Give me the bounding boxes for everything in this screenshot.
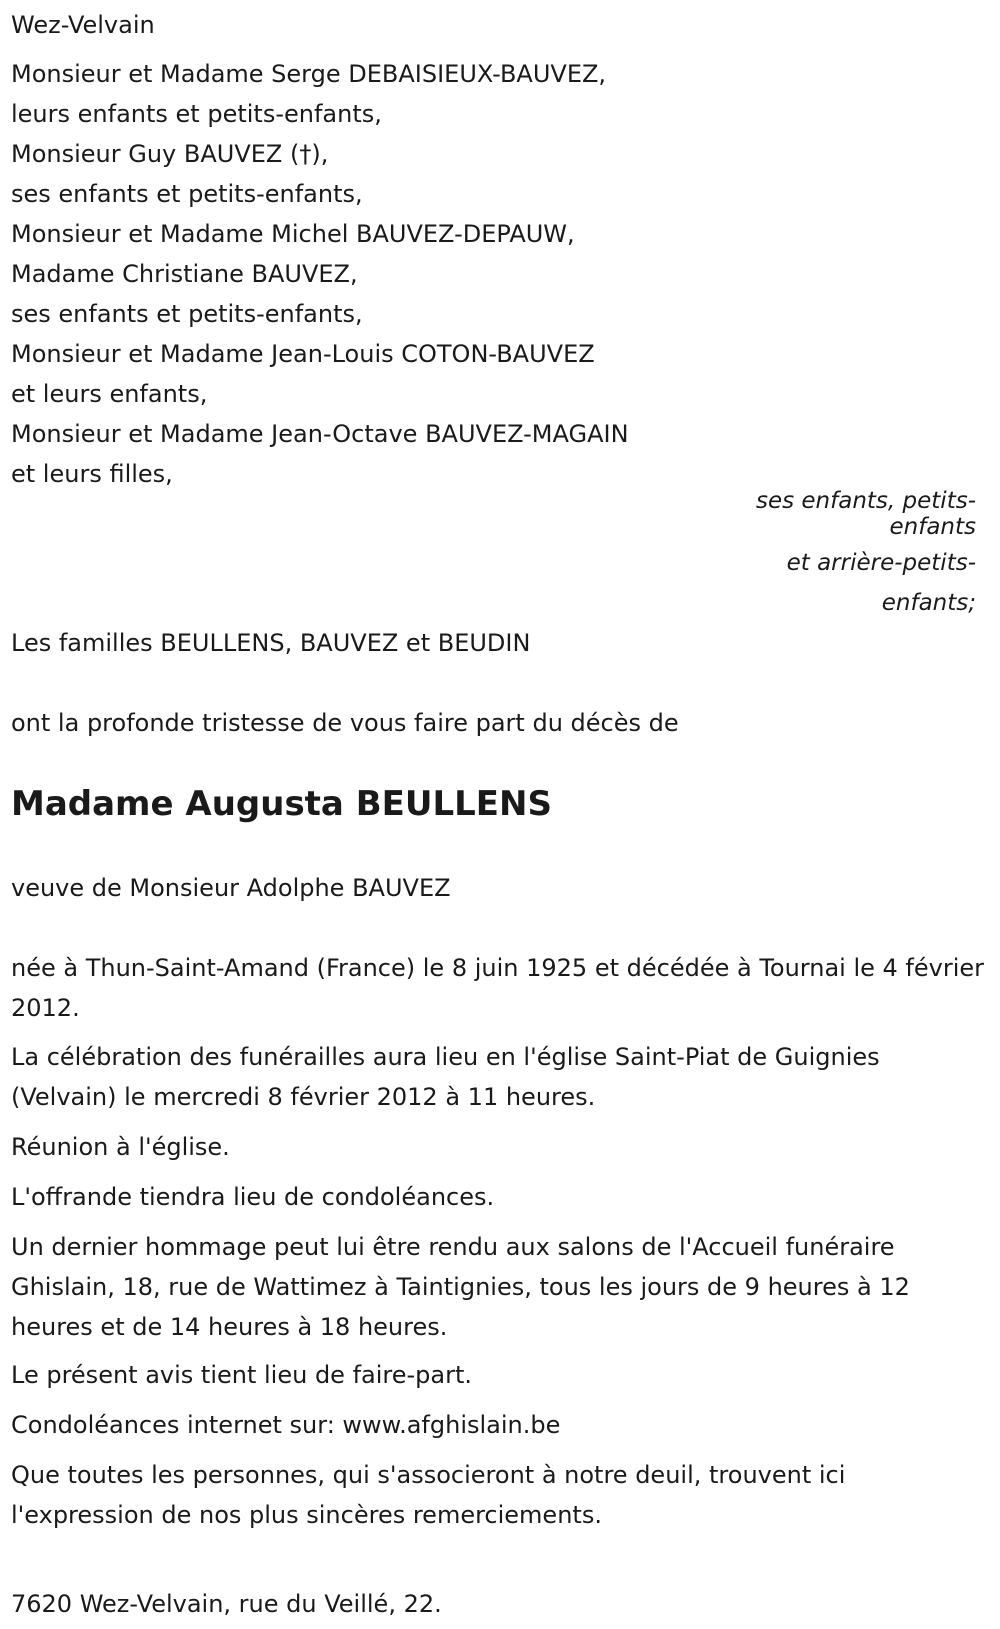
family-member-line: Monsieur et Madame Michel BAUVEZ-DEPAUW, <box>11 220 575 248</box>
descendants-note-line: ses enfants, petits- <box>755 488 976 514</box>
notice-paragraph: Le présent avis tient lieu de faire-part. <box>11 1361 473 1389</box>
tribute-paragraph: Un dernier hommage peut lui être rendu aux salons de l'Accueil funéraire Ghislain, 18, rue de Wattimez à Taintignies, tous les jours de 9 heures à 12 heures et de 14 heures à 18 heures. <box>11 1233 910 1341</box>
celebration-paragraph: La célébration des funérailles aura lieu en l'église Saint-Piat de Guignies (Velvain) le mercredi 8 février 2012 à 11 heures. <box>11 1043 880 1111</box>
family-members-list <box>11 54 629 494</box>
family-member-line: leurs enfants et petits-enfants, <box>11 100 382 128</box>
announcement-text: ont la profonde tristesse de vous faire part du décès de <box>11 709 679 737</box>
address-footer: 7620 Wez-Velvain, rue du Veillé, 22. <box>11 1590 442 1618</box>
location-heading: Wez-Velvain <box>11 11 155 39</box>
descendants-note-line: enfants <box>889 514 976 540</box>
descendants-note-line: enfants; <box>881 590 976 616</box>
online-condolences-paragraph: Condoléances internet sur: www.afghislain.be <box>11 1411 561 1439</box>
family-member-line: Madame Christiane BAUVEZ, <box>11 260 358 288</box>
families-line: Les familles BEULLENS, BAUVEZ et BEUDIN <box>11 629 531 657</box>
family-member-line: Monsieur et Madame Jean-Octave BAUVEZ-MAGAIN <box>11 420 629 448</box>
widow-of-text: veuve de Monsieur Adolphe BAUVEZ <box>11 874 451 902</box>
family-member-line: Monsieur et Madame Jean-Louis COTON-BAUVEZ <box>11 340 595 368</box>
descendants-note-part1 <box>676 481 976 547</box>
descendants-note-part2 <box>676 543 976 623</box>
descendants-note-line: et arrière-petits- <box>786 550 976 576</box>
family-member-line: ses enfants et petits-enfants, <box>11 300 363 328</box>
family-member-line: Monsieur et Madame Serge DEBAISIEUX-BAUVEZ, <box>11 60 607 88</box>
family-member-line: Monsieur Guy BAUVEZ (†), <box>11 140 329 168</box>
family-member-line: et leurs filles, <box>11 460 173 488</box>
offering-paragraph: L'offrande tiendra lieu de condoléances. <box>11 1183 495 1211</box>
thanks-paragraph: Que toutes les personnes, qui s'associeront à notre deuil, trouvent ici l'expression de nos plus sincères remerciements. <box>11 1461 846 1529</box>
reunion-paragraph: Réunion à l'église. <box>11 1133 230 1161</box>
family-member-line: ses enfants et petits-enfants, <box>11 180 363 208</box>
family-member-line: et leurs enfants, <box>11 380 208 408</box>
birth-death-paragraph: née à Thun-Saint-Amand (France) le 8 juin 1925 et décédée à Tournai le 4 février 2012. <box>11 954 984 1022</box>
deceased-name: Madame Augusta BEULLENS <box>11 784 552 824</box>
